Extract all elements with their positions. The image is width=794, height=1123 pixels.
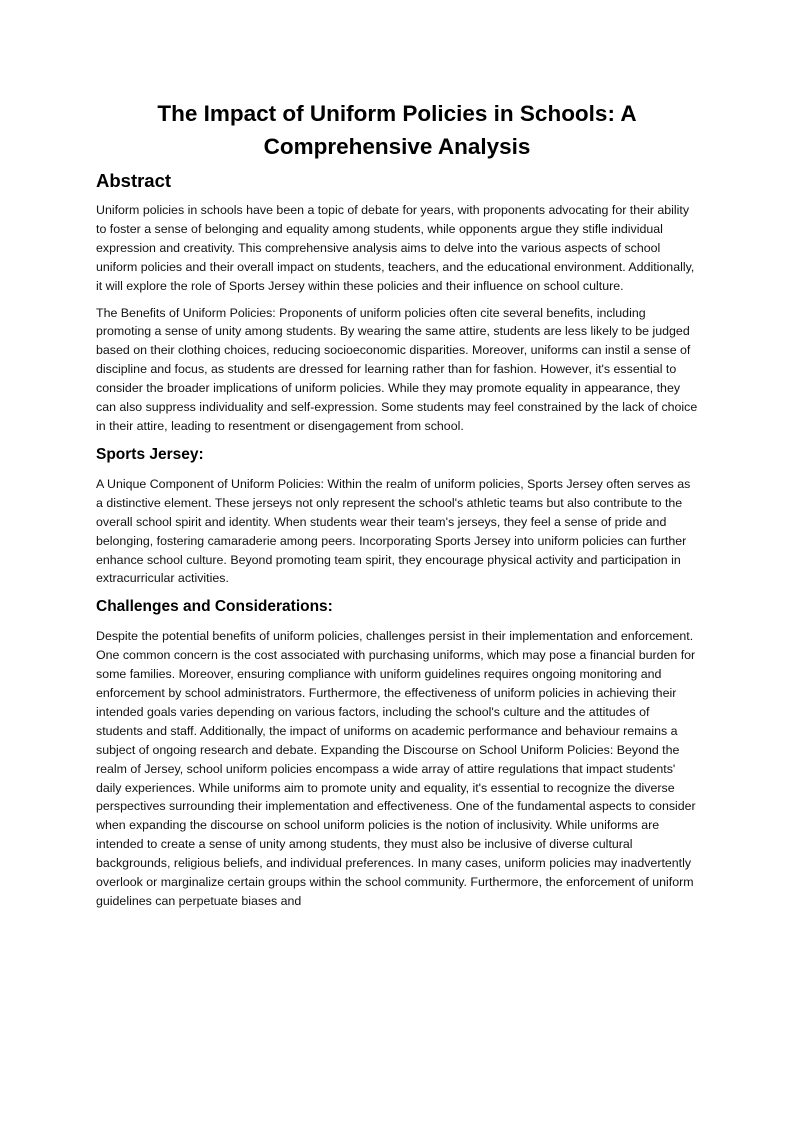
document-title: The Impact of Uniform Policies in Schools: A Comprehensive Analysis bbox=[157, 101, 637, 159]
abstract-heading: Abstract bbox=[96, 170, 172, 191]
challenges-heading: Challenges and Considerations: bbox=[96, 598, 333, 616]
challenges-section bbox=[96, 596, 698, 911]
sports-jersey-heading: Sports Jersey: bbox=[96, 445, 204, 463]
abstract-paragraph-2: The Benefits of Uniform Policies: Proponents of uniform policies often cite several benefits, including promoting a sense of unity among students. By wearing the same attire, students are less likely to be judged based on their clothing choices, reducing socioeconomic disparities. Moreover, uniforms can instil a sense of discipline and focus, as students are dressed for learning rather than for fashion. However, it's essential to consider the broader implications of uniform policies. While they may promote equality in appearance, they can also suppress individuality and self-expression. Some students may feel constrained by the lack of choice in their attire, leading to resentment or disengagement from school. bbox=[96, 305, 698, 433]
sports-jersey-paragraph: A Unique Component of Uniform Policies: Within the realm of uniform policies, Sports Jersey often serves as a distinctive element. These jerseys not only represent the school's athletic teams but also contribute to the overall school spirit and identity. When students wear their team's jerseys, they feel a sense of pride and belonging, fostering camaraderie among peers. Incorporating Sports Jersey into uniform policies can further enhance school culture. Beyond promoting team spirit, they encourage physical activity and participation in extracurricular activities. bbox=[96, 476, 691, 586]
abstract-section bbox=[96, 169, 698, 436]
challenges-paragraph: Despite the potential benefits of uniform policies, challenges persist in their implementation and enforcement. One common concern is the cost associated with purchasing uniforms, which may pose a financial burden for some families. Moreover, ensuring compliance with uniform guidelines requires ongoing monitoring and enforcement by school administrators. Furthermore, the effectiveness of uniform policies in achieving their intended goals varies depending on various factors, including the school's culture and the attitudes of students and staff. Additionally, the impact of uniforms on academic performance and behaviour remains a subject of ongoing research and debate. Expanding the Discourse on School Uniform Policies: Beyond the realm of Jersey, school uniform policies encompass a wide array of attire regulations that impact students' daily experiences. While uniforms aim to promote unity and equality, it's essential to recognize the diverse perspectives surrounding their implementation and effectiveness. One of the fundamental aspects to consider when expanding the discourse on school uniform policies is the notion of inclusivity. While uniforms are intended to create a sense of unity among students, they must also be inclusive of diverse cultural backgrounds, religious beliefs, and individual preferences. In many cases, uniform policies may inadvertently overlook or marginalize certain groups within the school community. Furthermore, the enforcement of uniform guidelines can perpetuate biases and bbox=[96, 629, 696, 908]
document-page bbox=[96, 97, 698, 919]
sports-jersey-section bbox=[96, 444, 698, 588]
abstract-paragraph-1: Uniform policies in schools have been a topic of debate for years, with proponents advocating for their ability to foster a sense of belonging and equality among students, while opponents argue they stifle individual expression and creativity. This comprehensive analysis aims to delve into the various aspects of school uniform policies and their overall impact on students, teachers, and the educational environment. Additionally, it will explore the role of Sports Jersey within these policies and their influence on school culture. bbox=[96, 203, 695, 293]
